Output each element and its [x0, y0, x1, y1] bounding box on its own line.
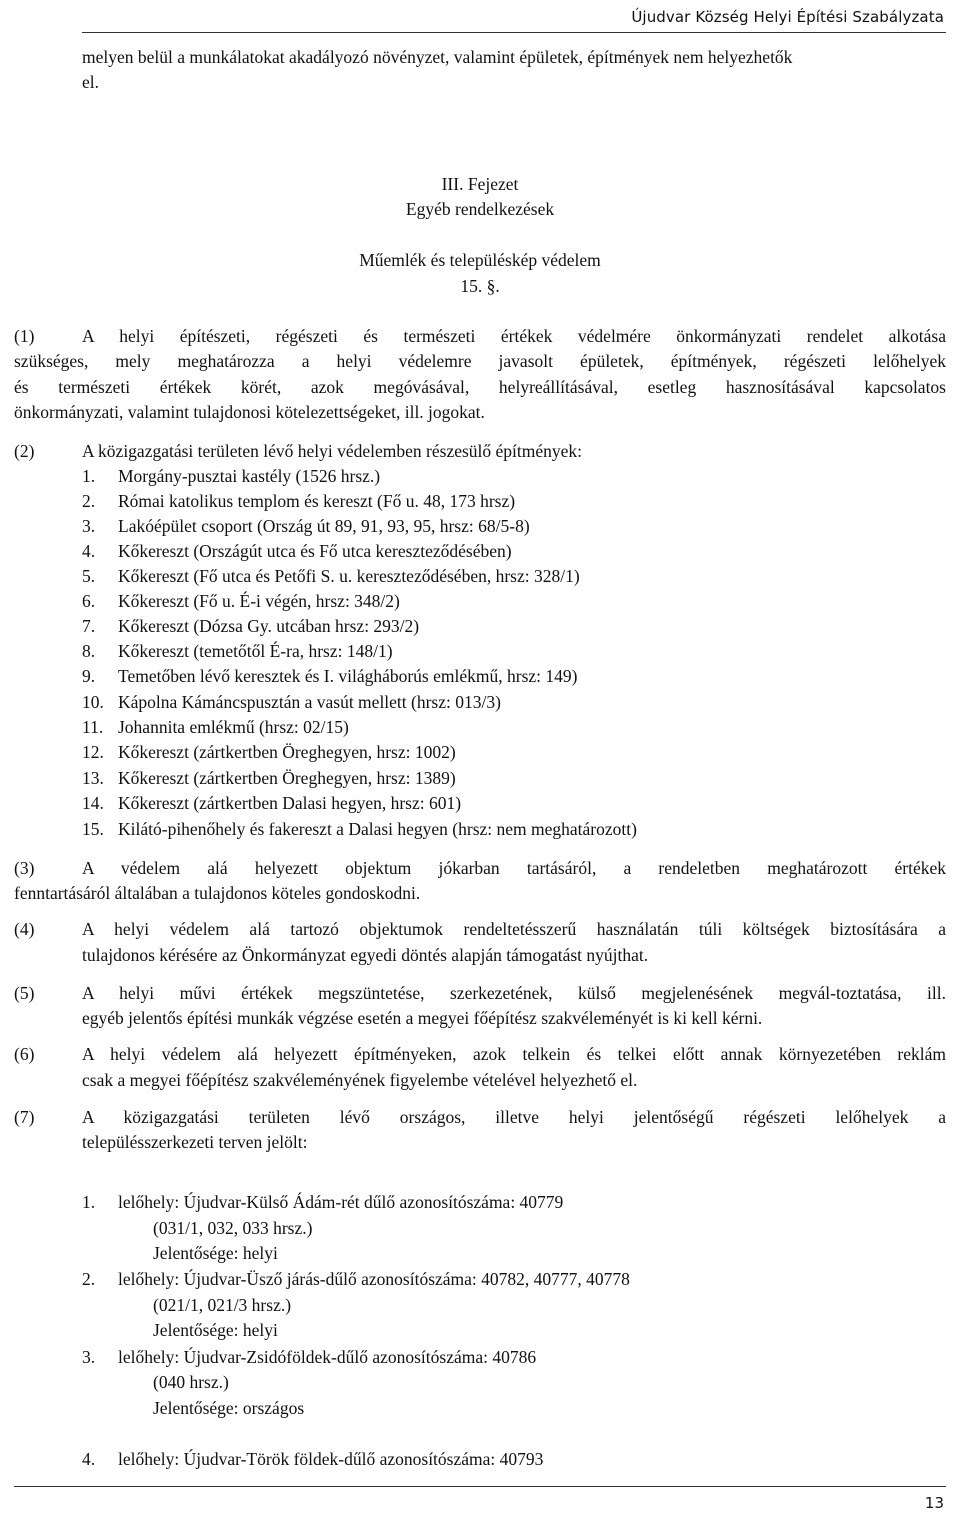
site-name: lelőhely: Újudvar-Külső Ádám-rét dűlő azonosítószáma: 40779 — [118, 1192, 564, 1212]
list-item-text: Római katolikus templom és kereszt (Fő u. 48, 173 hrsz) — [118, 491, 516, 511]
list-item-text: Kőkereszt (temetőtől É-ra, hrsz: 148/1) — [118, 641, 393, 661]
list-item-number: 11. — [82, 717, 104, 737]
paragraph-4-number: (4) — [14, 919, 35, 939]
list-item-text: Temetőben lévő keresztek és I. világháborús emlékmű, hrsz: 149) — [118, 666, 578, 686]
paragraph-1-line-4: önkormányzati, valamint tulajdonosi kötelezettségeket, ill. jogokat. — [14, 402, 485, 422]
page-number: 13 — [924, 1494, 944, 1512]
list-item-text: Kőkereszt (Fő utca és Petőfi S. u. kereszteződésében, hrsz: 328/1) — [118, 566, 580, 586]
paragraph-4-line-1: A helyi védelem alá tartozó objektumok rendeltetésszerű használatán túli költségek biztosítására a — [82, 919, 946, 939]
paragraph-5-line-2: egyéb jelentős építési munkák végzése esetén a megyei főépítész szakvéleményét is ki kell kérni. — [82, 1008, 763, 1028]
footer-divider — [14, 1486, 946, 1487]
list-item — [82, 740, 456, 766]
list-item-text: Kőkereszt (Dózsa Gy. utcában hrsz: 293/2) — [118, 616, 420, 636]
list-item — [82, 564, 580, 590]
list-item-text: Kőkereszt (Országút utca és Fő utca kereszteződésében) — [118, 541, 512, 561]
list-item — [82, 766, 456, 792]
list-item — [82, 589, 400, 615]
paragraph-5-line-1: A helyi művi értékek megszüntetése, szerkezetének, külső megjelenésének megvál-toztatása, ill. — [82, 983, 946, 1003]
intro-line-1: melyen belül a munkálatokat akadályozó növényzet, valamint épületek, építmények nem helyezhetők — [82, 47, 793, 67]
list-item — [82, 639, 393, 665]
site-significance: Jelentősége: helyi — [153, 1320, 278, 1340]
paragraph-2-intro: A közigazgatási területen lévő helyi védelemben részesülő építmények: — [82, 441, 583, 461]
paragraph-6-number: (6) — [14, 1044, 35, 1064]
site-hrsz: (040 hrsz.) — [153, 1372, 229, 1392]
list-item-number: 10. — [82, 692, 104, 712]
list-item-text: Johannita emlékmű (hrsz: 02/15) — [118, 717, 349, 737]
list-item-number: 9. — [82, 666, 96, 686]
list-item-text: Kápolna Kámáncspusztán a vasút mellett (hrsz: 013/3) — [118, 692, 501, 712]
site-entry — [82, 1345, 536, 1371]
list-item — [82, 614, 419, 640]
list-item-number: 7. — [82, 616, 96, 636]
paragraph-1-number: (1) — [14, 326, 35, 346]
paragraph-5-number: (5) — [14, 983, 35, 1003]
list-item-number: 6. — [82, 591, 96, 611]
list-item — [82, 539, 512, 565]
running-header: Újudvar Község Helyi Építési Szabályzata — [631, 8, 944, 26]
paragraph-3-line-2: fenntartásáról általában a tulajdonos köteles gondoskodni. — [14, 883, 421, 903]
section-title: Műemlék és településkép védelem — [359, 250, 601, 270]
site-hrsz: (021/1, 021/3 hrsz.) — [153, 1295, 292, 1315]
list-item-number: 13. — [82, 768, 104, 788]
site-significance: Jelentősége: országos — [153, 1398, 305, 1418]
list-item-number: 2. — [82, 491, 96, 511]
list-item — [82, 489, 515, 515]
site-hrsz: (031/1, 032, 033 hrsz.) — [153, 1218, 313, 1238]
list-item-number: 1. — [82, 466, 96, 486]
paragraph-1-line-3: és természeti értékek körét, azok megóvásával, helyreállításával, esetleg hasznosításával kapcsolatos — [14, 377, 946, 397]
chapter-title: Egyéb rendelkezések — [405, 199, 555, 219]
paragraph-3-number: (3) — [14, 858, 35, 878]
paragraph-7-line-2: településszerkezeti terven jelölt: — [82, 1132, 308, 1152]
header-divider — [82, 32, 946, 33]
site-entry — [82, 1447, 543, 1473]
list-item-text: Kőkereszt (zártkertben Öreghegyen, hrsz: 1389) — [118, 768, 456, 788]
paragraph-sign: 15. §. — [460, 276, 500, 296]
site-number: 2. — [82, 1269, 96, 1289]
list-item-text: Lakóépület csoport (Ország út 89, 91, 93, 95, hrsz: 68/5-8) — [118, 516, 530, 536]
paragraph-6-line-1: A helyi védelem alá helyezett építményeken, azok telkein és telkei előtt annak környezetében reklám — [82, 1044, 946, 1064]
list-item — [82, 715, 349, 741]
paragraph-3-line-1: A védelem alá helyezett objektum jókarban tartásáról, a rendeletben meghatározott értékek — [82, 858, 946, 878]
site-name: lelőhely: Újudvar-Üsző járás-dűlő azonosítószáma: 40782, 40777, 40778 — [118, 1269, 630, 1289]
site-name: lelőhely: Újudvar-Zsidóföldek-dűlő azonosítószáma: 40786 — [118, 1347, 537, 1367]
list-item — [82, 817, 637, 843]
list-item — [82, 664, 577, 690]
paragraph-6-line-2: csak a megyei főépítész szakvéleményének figyelembe vételével helyezhető el. — [82, 1070, 638, 1090]
site-number: 3. — [82, 1347, 96, 1367]
list-item-number: 3. — [82, 516, 96, 536]
list-item — [82, 791, 461, 817]
list-item-text: Kőkereszt (zártkertben Dalasi hegyen, hrsz: 601) — [118, 793, 462, 813]
paragraph-4-line-2: tulajdonos kérésére az Önkormányzat egyedi döntés alapján támogatást nyújthat. — [82, 945, 649, 965]
list-item — [82, 514, 530, 540]
site-number: 1. — [82, 1192, 96, 1212]
site-name: lelőhely: Újudvar-Török földek-dűlő azonosítószáma: 40793 — [118, 1449, 544, 1469]
list-item-text: Morgány-pusztai kastély (1526 hrsz.) — [118, 466, 381, 486]
list-item-number: 4. — [82, 541, 96, 561]
site-number: 4. — [82, 1449, 96, 1469]
list-item — [82, 690, 501, 716]
chapter-number: III. Fejezet — [441, 174, 519, 194]
list-item-number: 15. — [82, 819, 104, 839]
site-significance: Jelentősége: helyi — [153, 1243, 278, 1263]
site-entry — [82, 1190, 563, 1216]
list-item-number: 12. — [82, 742, 104, 762]
list-item-text: Kőkereszt (zártkertben Öreghegyen, hrsz: 1002) — [118, 742, 456, 762]
paragraph-7-line-1: A közigazgatási területen lévő országos, illetve helyi jelentőségű régészeti lelőhelyek a — [82, 1107, 946, 1127]
paragraph-7-number: (7) — [14, 1107, 35, 1127]
paragraph-1-line-2: szükséges, mely meghatározza a helyi védelemre javasolt épületek, építmények, régészeti lelőhelyek — [14, 351, 946, 371]
paragraph-2-number: (2) — [14, 441, 35, 461]
list-item-text: Kilátó-pihenőhely és fakereszt a Dalasi hegyen (hrsz: nem meghatározott) — [118, 819, 637, 839]
list-item — [82, 464, 380, 490]
site-entry — [82, 1267, 630, 1293]
list-item-number: 5. — [82, 566, 96, 586]
intro-line-2: el. — [82, 72, 100, 92]
list-item-number: 14. — [82, 793, 104, 813]
paragraph-1-line-1: A helyi építészeti, régészeti és természeti értékek védelmére önkormányzati rendelet alkotása — [82, 326, 946, 346]
list-item-text: Kőkereszt (Fő u. É-i végén, hrsz: 348/2) — [118, 591, 400, 611]
list-item-number: 8. — [82, 641, 96, 661]
